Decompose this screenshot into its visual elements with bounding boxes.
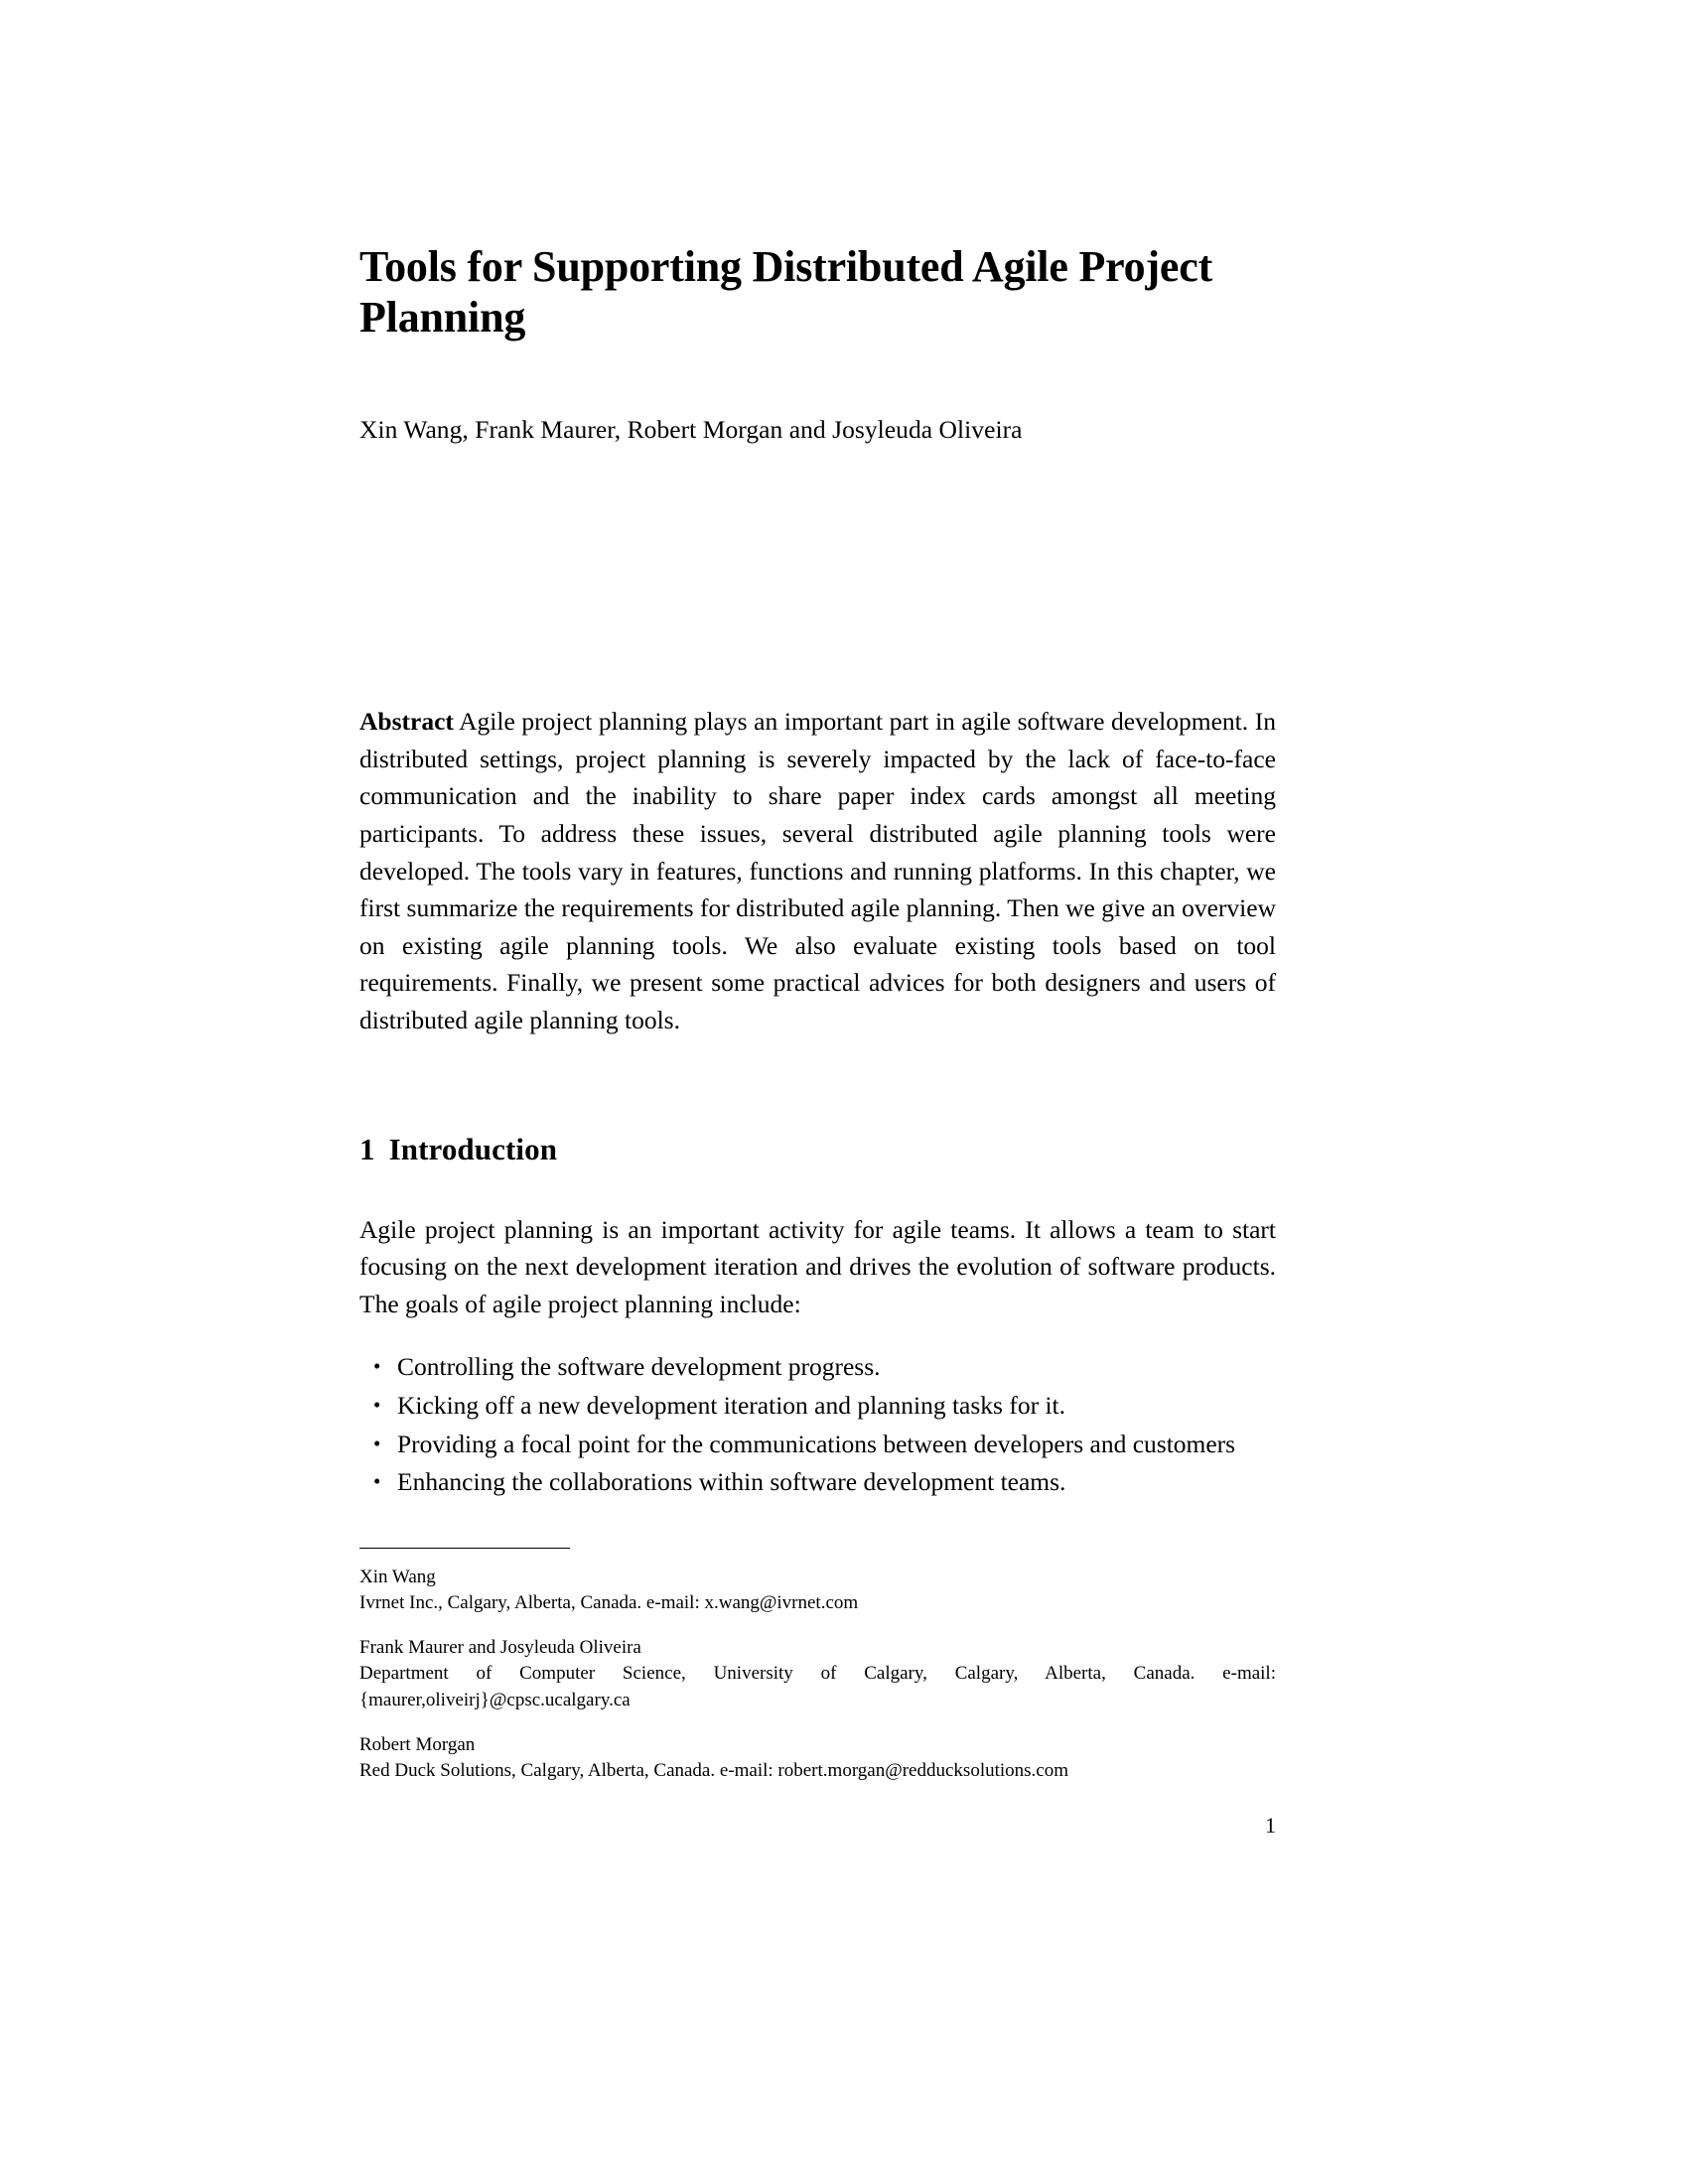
- abstract-label: Abstract: [359, 707, 454, 737]
- footnote-author-name: Xin Wang: [359, 1566, 436, 1587]
- goals-bullet-list: [359, 1322, 1276, 1500]
- author-line: Xin Wang, Frank Maurer, Robert Morgan and Josyleuda Oliveira: [359, 414, 1023, 444]
- abstract-text: Agile project planning plays an important part in agile software development. In distributed settings, project planning is severely impacted by the lack of face-to-face communication and the inability to share paper index cards amongst all meeting participants. To address these issues, several distributed agile planning tools were developed. The tools vary in features, functions and running platforms. In this chapter, we first summarize the requirements for distributed agile planning. Then we give an overview on existing agile planning tools. We also evaluate existing tools based on tool requirements. Finally, we present some practical advices for both designers and users of distributed agile planning tools.: [359, 707, 1276, 1034]
- list-item: [359, 1426, 1276, 1463]
- list-item-text: Providing a focal point for the communications between developers and customers: [397, 1429, 1236, 1458]
- footnote-author-name: Robert Morgan: [359, 1733, 476, 1755]
- footnote-affiliation: Red Duck Solutions, Calgary, Alberta, Canada. e-mail: robert.morgan@redducksolutions.com: [359, 1760, 1069, 1782]
- footnote-entry: [359, 1635, 1276, 1713]
- page-content-column: [359, 0, 1276, 1803]
- page-title: Tools for Supporting Distributed Agile Project Planning: [359, 242, 1213, 342]
- footnote-author-name: Frank Maurer and Josyleuda Oliveira: [359, 1637, 641, 1659]
- list-item-text: Controlling the software development progress.: [397, 1352, 881, 1382]
- footnote-block: [359, 1549, 1276, 1785]
- bullet-dot-icon: •: [373, 1431, 381, 1455]
- footnote-affiliation: Ivrnet Inc., Calgary, Alberta, Canada. e-mail: x.wang@ivrnet.com: [359, 1592, 859, 1614]
- section-title: Introduction: [388, 1131, 558, 1166]
- section-heading-introduction: [359, 1039, 1276, 1167]
- footnote-affiliation: Department of Computer Science, University of Calgary, Calgary, Alberta, Canada. e-mail: {maurer,oliveirj}@cpsc.ucalgary.ca: [359, 1663, 1276, 1710]
- list-item: [359, 1387, 1276, 1425]
- abstract-paragraph: [359, 446, 1276, 1038]
- footnote-entry: [359, 1565, 1276, 1616]
- bullet-dot-icon: •: [373, 1469, 381, 1494]
- list-item: [359, 1463, 1276, 1501]
- footnote-entry: [359, 1732, 1276, 1784]
- list-item-text: Enhancing the collaborations within software development teams.: [397, 1467, 1066, 1497]
- list-item: [359, 1348, 1276, 1386]
- bullet-dot-icon: •: [373, 1393, 381, 1417]
- page-number: 1: [1265, 1813, 1276, 1838]
- introduction-paragraph: Agile project planning is an important activity for agile teams. It allows a team to start focusing on the next development iteration and drives the evolution of software products. The goals of agile project planning include:: [359, 1214, 1276, 1318]
- bullet-dot-icon: •: [373, 1354, 381, 1379]
- list-item-text: Kicking off a new development iteration and planning tasks for it.: [397, 1391, 1065, 1420]
- section-number: 1: [359, 1131, 375, 1166]
